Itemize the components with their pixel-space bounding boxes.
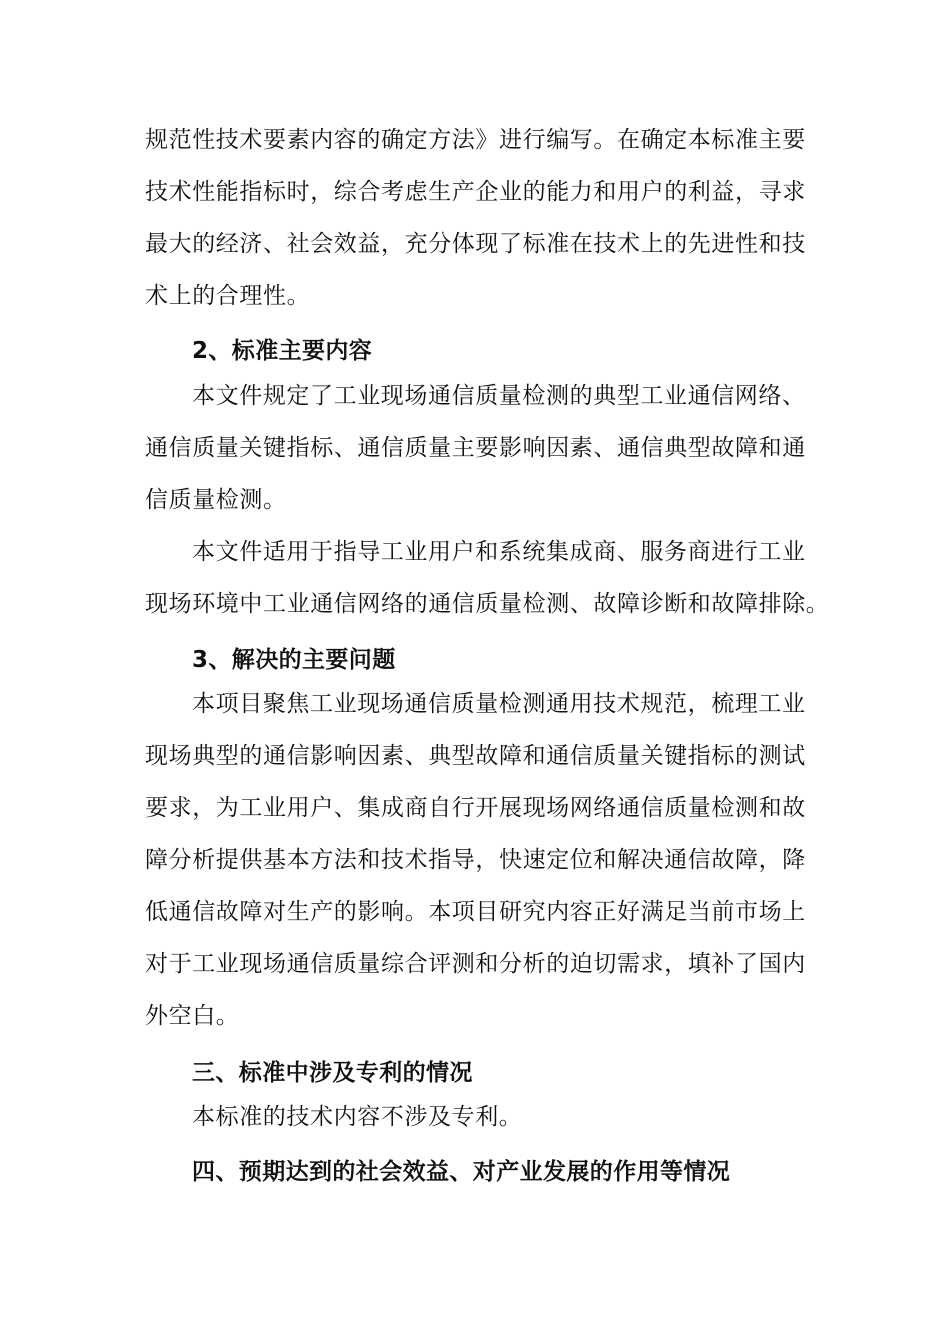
section-2-para1-line-2: 通信质量关键指标、通信质量主要影响因素、通信典型故障和通 — [145, 435, 806, 461]
section-2-para1-line-1: 本文件规定了工业现场通信质量检测的典型工业通信网络、 — [192, 383, 806, 409]
section-3-line-6: 对于工业现场通信质量综合评测和分析的迫切需求，填补了国内 — [145, 951, 806, 977]
section-3-line-3: 要求，为工业用户、集成商自行开展现场网络通信质量检测和故 — [145, 795, 806, 821]
section-2-heading: 2、标准主要内容 — [192, 338, 373, 364]
section-3-line-1: 本项目聚焦工业现场通信质量检测通用技术规范，梳理工业 — [192, 691, 806, 717]
intro-line-3: 最大的经济、社会效益，充分体现了标准在技术上的先进性和技 — [145, 231, 806, 257]
section-3-line-5: 低通信故障对生产的影响。本项目研究内容正好满足当前市场上 — [145, 899, 806, 925]
part-4-heading: 四、预期达到的社会效益、对产业发展的作用等情况 — [192, 1159, 731, 1185]
section-2-para2-line-2: 现场环境中工业通信网络的通信质量检测、故障诊断和故障排除。 — [145, 591, 830, 617]
section-2-para2-line-1: 本文件适用于指导工业用户和系统集成商、服务商进行工业 — [192, 539, 806, 565]
part-3-paragraph: 本标准的技术内容不涉及专利。 — [192, 1104, 523, 1130]
section-3-line-7: 外空白。 — [145, 1003, 240, 1029]
section-3-line-2: 现场典型的通信影响因素、典型故障和通信质量关键指标的测试 — [145, 743, 806, 769]
intro-line-1: 规范性技术要素内容的确定方法》进行编写。在确定本标准主要 — [145, 127, 806, 153]
part-3-heading: 三、标准中涉及专利的情况 — [192, 1060, 473, 1086]
section-3-line-4: 障分析提供基本方法和技术指导，快速定位和解决通信故障，降 — [145, 847, 806, 873]
section-2-para1-line-3: 信质量检测。 — [145, 487, 287, 513]
intro-line-2: 技术性能指标时，综合考虑生产企业的能力和用户的利益，寻求 — [145, 179, 806, 205]
intro-line-4: 术上的合理性。 — [145, 283, 311, 309]
section-3-heading: 3、解决的主要问题 — [192, 647, 396, 673]
